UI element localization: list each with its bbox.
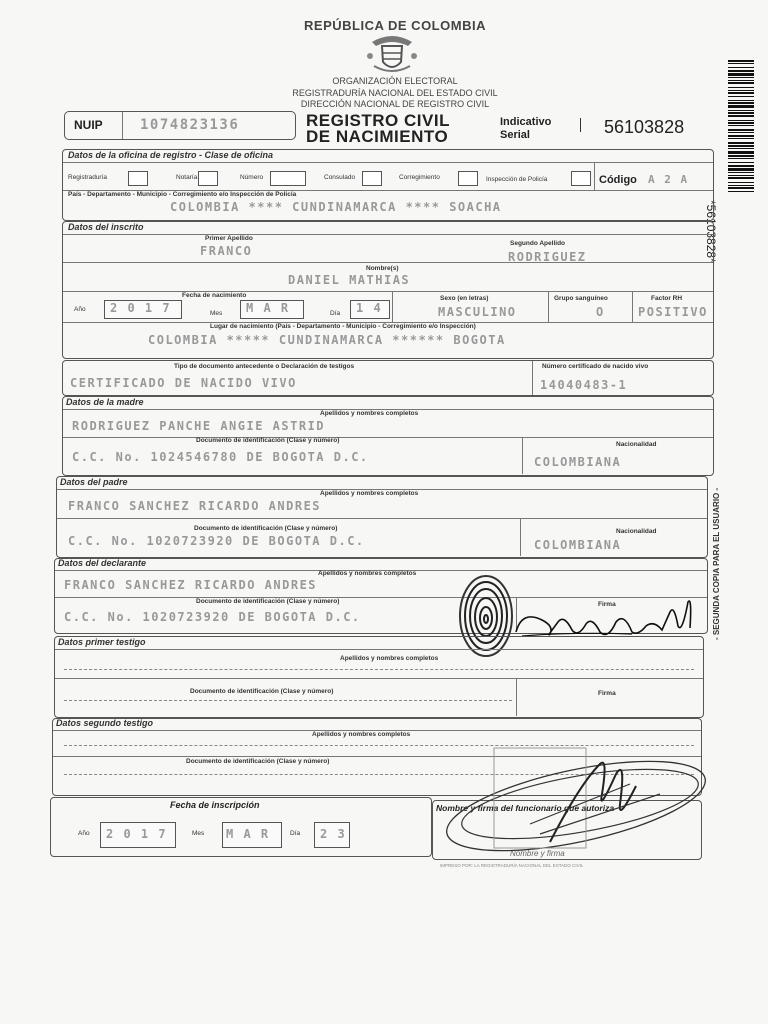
- country-title: REPÚBLICA DE COLOMBIA: [304, 18, 486, 33]
- declarant-doc-label: Documento de identificación (Clase y número): [196, 598, 340, 605]
- declarant-name-label: Apellidos y nombres completos: [318, 570, 417, 577]
- codigo-label: Código: [599, 174, 637, 186]
- serial-value: 56103828: [604, 117, 685, 137]
- serial-label: Serial: [500, 129, 530, 141]
- org-line-3: DIRECCIÓN NACIONAL DE REGISTRO CIVIL: [300, 99, 490, 109]
- declarant-section-title: Datos del declarante: [58, 558, 147, 568]
- primer-apellido-label: Primer Apellido: [205, 235, 253, 242]
- father-doc-label: Documento de identificación (Clase y número): [194, 525, 338, 532]
- declarant-firma-label: Firma: [598, 601, 616, 608]
- birth-month-label: Mes: [210, 310, 223, 317]
- father-name-value: FRANCO SANCHEZ RICARDO ANDRES: [68, 499, 322, 513]
- office-option-numero: Número: [240, 174, 264, 181]
- witness1-name-label: Apellidos y nombres completos: [340, 655, 439, 662]
- lugar-nacimiento-value: COLOMBIA ***** CUNDINAMARCA ****** BOGOTA: [148, 333, 506, 347]
- tipo-documento-label: Tipo de documento antecedente o Declaración de testigos: [174, 363, 355, 370]
- birth-day-value: 1 4: [356, 301, 383, 315]
- copy-note: - SEGUNDA COPIA PARA EL USUARIO -: [712, 487, 721, 640]
- mother-doc-value: C.C. No. 1024546780 DE BOGOTA D.C.: [72, 450, 369, 464]
- father-nationality-label: Nacionalidad: [616, 528, 657, 535]
- inspeccion-checkbox[interactable]: [571, 171, 591, 186]
- declarant-name-value: FRANCO SANCHEZ RICARDO ANDRES: [64, 578, 318, 592]
- document-title-line-1: REGISTRO CIVIL: [306, 111, 450, 130]
- birth-day-label: Día: [330, 310, 341, 317]
- codigo-value: A 2 A: [648, 173, 689, 186]
- grupo-sanguineo-value: O: [596, 305, 605, 319]
- birth-year-value: 2 0 1 7: [110, 301, 172, 315]
- mother-nationality-value: COLOMBIANA: [534, 455, 622, 469]
- office-location-label: País - Departamento - Municipio - Corregimiento e/o Inspección de Policía: [68, 191, 297, 198]
- indicativo-label: Indicativo: [500, 116, 552, 128]
- registration-day-label: Día: [290, 830, 301, 837]
- footer-print-line: IMPRESO POR: LA REGISTRADURÍA NACIONAL DEL ESTADO CIVIL: [440, 863, 584, 868]
- witness2-name-label: Apellidos y nombres completos: [312, 731, 411, 738]
- registration-day-value: 2 3: [320, 827, 347, 841]
- office-location-value: COLOMBIA **** CUNDINAMARCA **** SOACHA: [170, 200, 502, 214]
- office-option-inspeccion: Inspección de Policía: [486, 176, 548, 183]
- father-name-label: Apellidos y nombres completos: [320, 490, 419, 497]
- mother-name-label: Apellidos y nombres completos: [320, 410, 419, 417]
- nombres-label: Nombre(s): [366, 265, 399, 272]
- official-label: Nombre y firma del funcionario que autoriza: [436, 803, 615, 813]
- primer-apellido-value: FRANCO: [200, 244, 253, 258]
- fecha-nacimiento-label: Fecha de nacimiento: [182, 292, 247, 299]
- sexo-label: Sexo (en letras): [440, 295, 489, 302]
- father-section-title: Datos del padre: [60, 477, 128, 487]
- nombres-value: DANIEL MATHIAS: [288, 273, 411, 287]
- mother-doc-label: Documento de identificación (Clase y número): [196, 437, 340, 444]
- witness1-name-dash: [64, 669, 694, 670]
- document-title-line-2: DE NACIMIENTO: [306, 127, 449, 146]
- notaria-checkbox[interactable]: [198, 171, 218, 186]
- factor-rh-value: POSITIVO: [638, 305, 708, 319]
- office-option-notaria: Notaría: [176, 174, 198, 181]
- org-line-1: ORGANIZACIÓN ELECTORAL: [332, 76, 458, 86]
- registration-month-value: M A R: [226, 827, 270, 841]
- registrant-section-title: Datos del inscrito: [68, 222, 144, 232]
- witness1-doc-dash: [64, 700, 512, 701]
- birth-month-value: M A R: [246, 301, 290, 315]
- office-option-registraduria: Registraduría: [68, 174, 108, 181]
- witness2-doc-label: Documento de identificación (Clase y número): [186, 758, 330, 765]
- declarant-doc-value: C.C. No. 1020723920 DE BOGOTA D.C.: [64, 610, 361, 624]
- father-nationality-value: COLOMBIANA: [534, 538, 622, 552]
- registration-year-label: Año: [78, 830, 90, 837]
- registration-month-label: Mes: [192, 830, 205, 837]
- numero-certificado-label: Número certificado de nacido vivo: [542, 363, 649, 370]
- nuip-value: 1074823136: [140, 117, 240, 133]
- barcode: [728, 60, 754, 228]
- mother-name-value: RODRIGUEZ PANCHE ANGIE ASTRID: [72, 419, 326, 433]
- consulado-checkbox[interactable]: [362, 171, 382, 186]
- grupo-sanguineo-label: Grupo sanguíneo: [554, 295, 608, 302]
- numero-certificado-value: 14040483-1: [540, 378, 628, 392]
- coat-of-arms-icon: [364, 32, 420, 76]
- registraduria-checkbox[interactable]: [128, 171, 148, 186]
- office-option-consulado: Consulado: [324, 174, 356, 181]
- numero-box[interactable]: [270, 171, 306, 186]
- office-option-corregimiento: Corregimiento: [399, 174, 440, 181]
- witness1-doc-label: Documento de identificación (Clase y número): [190, 688, 334, 695]
- registration-date-label: Fecha de inscripción: [170, 800, 260, 810]
- nombre-firma-label: Nombre y firma: [510, 849, 565, 858]
- segundo-apellido-value: RODRIGUEZ: [508, 250, 587, 264]
- witness1-firma-label: Firma: [598, 690, 616, 697]
- nuip-label: NUIP: [74, 118, 103, 132]
- lugar-nacimiento-label: Lugar de nacimiento (País - Departamento - Municipio - Corregimiento e/o Inspección): [210, 323, 476, 330]
- sexo-value: MASCULINO: [438, 305, 517, 319]
- barcode-text: *56103828*: [704, 200, 718, 263]
- registration-year-value: 2 0 1 7: [106, 827, 168, 841]
- witness1-section-title: Datos primer testigo: [58, 637, 146, 647]
- official-stamp: [430, 734, 720, 866]
- mother-nationality-label: Nacionalidad: [616, 441, 657, 448]
- tipo-documento-value: CERTIFICADO DE NACIDO VIVO: [70, 376, 297, 390]
- birth-year-label: Año: [74, 306, 86, 313]
- father-doc-value: C.C. No. 1020723920 DE BOGOTA D.C.: [68, 534, 365, 548]
- serial-mark: [580, 118, 581, 132]
- witness2-section-title: Datos segundo testigo: [56, 718, 154, 728]
- factor-rh-label: Factor RH: [651, 295, 683, 302]
- mother-section-title: Datos de la madre: [66, 397, 144, 407]
- segundo-apellido-label: Segundo Apellido: [510, 240, 566, 247]
- org-line-2: REGISTRADURÍA NACIONAL DEL ESTADO CIVIL: [292, 88, 498, 98]
- corregimiento-checkbox[interactable]: [458, 171, 478, 186]
- office-section-title: Datos de la oficina de registro - Clase de oficina: [68, 150, 274, 160]
